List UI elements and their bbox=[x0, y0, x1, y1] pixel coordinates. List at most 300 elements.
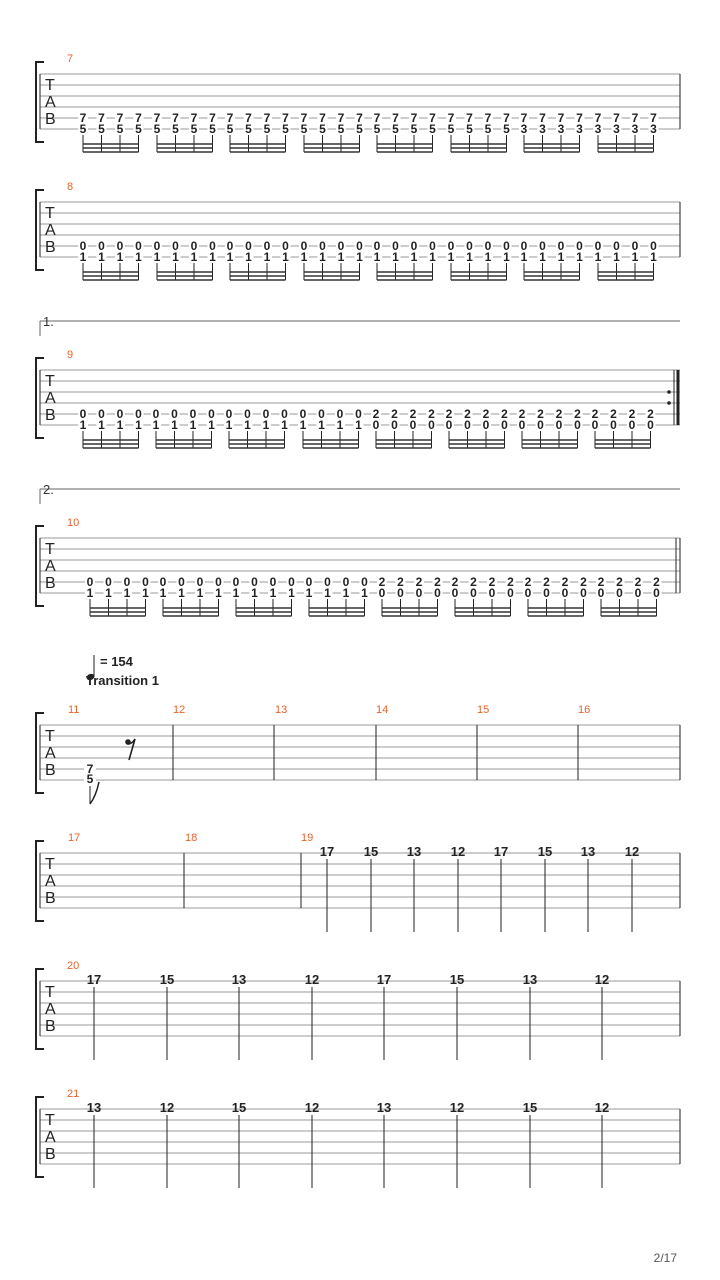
fret-number: 7 bbox=[539, 111, 546, 125]
measure-number: 12 bbox=[173, 704, 186, 716]
fret-number: 1 bbox=[429, 250, 436, 264]
fret-number: 7 bbox=[319, 111, 326, 125]
system-4 bbox=[36, 482, 680, 616]
fret-number: 1 bbox=[135, 418, 142, 432]
fret-number: 0 bbox=[355, 407, 362, 421]
fret-number: 13 bbox=[231, 972, 247, 987]
fret-number: 0 bbox=[299, 407, 307, 421]
fret-number: 0 bbox=[409, 418, 417, 432]
tab-clef-a: A bbox=[45, 558, 56, 575]
fret-number: 7 bbox=[86, 762, 94, 776]
fret-number: 15 bbox=[159, 972, 175, 987]
fret-number: 1 bbox=[631, 250, 639, 264]
fret-number: 1 bbox=[171, 418, 178, 432]
fret-number: 1 bbox=[226, 250, 234, 264]
fret-number: 7 bbox=[594, 111, 602, 125]
fret-number: 2 bbox=[391, 407, 398, 421]
fret-number: 2 bbox=[482, 407, 490, 421]
fret-number: 0 bbox=[410, 239, 418, 253]
fret-number: 0 bbox=[518, 418, 526, 432]
fret-number: 0 bbox=[171, 407, 178, 421]
fret-number: 0 bbox=[373, 239, 381, 253]
fret-number: 13 bbox=[522, 972, 538, 987]
note-group bbox=[85, 575, 662, 616]
eighth-rest bbox=[125, 739, 135, 760]
fret-number: 1 bbox=[613, 250, 620, 264]
fret-number: 3 bbox=[631, 122, 639, 136]
fret-number: 7 bbox=[263, 111, 271, 125]
fret-number: 1 bbox=[282, 250, 289, 264]
fret-number: 1 bbox=[594, 250, 602, 264]
fret-number: 0 bbox=[282, 239, 289, 253]
fret-number: 15 bbox=[449, 972, 465, 987]
fret-number: 1 bbox=[299, 418, 307, 432]
fret-number: 0 bbox=[543, 586, 550, 600]
fret-number: 7 bbox=[98, 111, 105, 125]
staff-lines bbox=[40, 725, 680, 780]
tempo-value: = 154 bbox=[100, 654, 133, 669]
tab-clef-b: B bbox=[45, 111, 56, 128]
fret-number: 7 bbox=[116, 111, 124, 125]
fret-number: 0 bbox=[501, 418, 508, 432]
fret-number: 7 bbox=[373, 111, 381, 125]
tab-clef-t: T bbox=[45, 77, 55, 94]
fret-number: 1 bbox=[355, 418, 362, 432]
fret-number: 13 bbox=[86, 1100, 102, 1115]
fret-number: 1 bbox=[116, 250, 124, 264]
note-group bbox=[87, 972, 609, 1060]
fret-number: 7 bbox=[557, 111, 565, 125]
fret-number: 0 bbox=[378, 586, 386, 600]
fret-number: 0 bbox=[610, 418, 617, 432]
fret-number: 0 bbox=[263, 239, 271, 253]
fret-number: 0 bbox=[484, 239, 492, 253]
fret-number: 0 bbox=[281, 407, 288, 421]
fret-number: 0 bbox=[269, 575, 277, 589]
fret-number: 1 bbox=[281, 418, 288, 432]
fret-number: 7 bbox=[520, 111, 528, 125]
measure-number: 14 bbox=[376, 704, 389, 716]
system-5 bbox=[36, 704, 680, 804]
fret-number: 0 bbox=[466, 239, 473, 253]
fret-number: 12 bbox=[594, 972, 610, 987]
fret-number: 0 bbox=[98, 407, 105, 421]
fret-number: 2 bbox=[501, 407, 508, 421]
fret-number: 2 bbox=[555, 407, 563, 421]
fret-number: 0 bbox=[225, 407, 233, 421]
measure-number: 20 bbox=[67, 960, 80, 972]
fret-number: 1 bbox=[300, 250, 308, 264]
fret-number: 15 bbox=[537, 844, 553, 859]
note-group bbox=[320, 844, 639, 932]
tab-clef-a: A bbox=[45, 390, 56, 407]
system-8 bbox=[36, 1088, 680, 1188]
tab-clef-t: T bbox=[45, 205, 55, 222]
fret-number: 7 bbox=[631, 111, 639, 125]
fret-number: 1 bbox=[251, 586, 258, 600]
tab-clef-b: B bbox=[45, 762, 56, 779]
system-3 bbox=[36, 314, 680, 448]
fret-number: 0 bbox=[429, 239, 436, 253]
tab-clef-b: B bbox=[45, 407, 56, 424]
fret-number: 5 bbox=[153, 122, 161, 136]
fret-number: 0 bbox=[482, 418, 490, 432]
fret-number: 0 bbox=[209, 239, 216, 253]
measure-number: 21 bbox=[67, 1088, 80, 1100]
fret-number: 0 bbox=[428, 418, 435, 432]
fret-number: 0 bbox=[142, 575, 149, 589]
fret-number: 3 bbox=[557, 122, 565, 136]
fret-number: 1 bbox=[142, 586, 149, 600]
fret-number: 5 bbox=[263, 122, 271, 136]
fret-number: 0 bbox=[105, 575, 112, 589]
fret-number: 0 bbox=[208, 407, 215, 421]
system-7 bbox=[36, 960, 680, 1060]
fret-number: 12 bbox=[159, 1100, 175, 1115]
measure-number: 7 bbox=[67, 53, 74, 65]
fret-number: 1 bbox=[288, 586, 295, 600]
fret-number: 5 bbox=[245, 122, 252, 136]
fret-number: 1 bbox=[318, 418, 325, 432]
fret-number: 1 bbox=[79, 250, 87, 264]
fret-number: 0 bbox=[356, 239, 363, 253]
tab-clef-b: B bbox=[45, 239, 56, 256]
fret-number: 2 bbox=[397, 575, 404, 589]
fret-number: 0 bbox=[520, 239, 528, 253]
fret-number: 2 bbox=[409, 407, 417, 421]
fret-number: 1 bbox=[105, 586, 112, 600]
fret-number: 1 bbox=[135, 250, 142, 264]
fret-number: 0 bbox=[397, 586, 404, 600]
fret-number: 2 bbox=[378, 575, 386, 589]
tab-clef-a: A bbox=[45, 873, 56, 890]
fret-number: 17 bbox=[376, 972, 392, 987]
tab-clef-t: T bbox=[45, 856, 55, 873]
fret-number: 2 bbox=[451, 575, 459, 589]
fret-number: 0 bbox=[245, 239, 252, 253]
fret-number: 2 bbox=[574, 407, 581, 421]
fret-number: 0 bbox=[361, 575, 368, 589]
fret-number: 1 bbox=[392, 250, 399, 264]
measure-number: 18 bbox=[185, 832, 198, 844]
fret-number: 2 bbox=[428, 407, 435, 421]
measure-number: 9 bbox=[67, 349, 74, 361]
fret-number: 0 bbox=[561, 586, 569, 600]
fret-number: 0 bbox=[524, 586, 532, 600]
fret-number: 0 bbox=[86, 575, 94, 589]
fret-number: 1 bbox=[190, 250, 198, 264]
fret-number: 1 bbox=[447, 250, 455, 264]
fret-number: 2 bbox=[647, 407, 654, 421]
fret-number: 0 bbox=[79, 239, 87, 253]
fret-number: 0 bbox=[342, 575, 350, 589]
staff-lines bbox=[40, 1109, 680, 1164]
fret-number: 2 bbox=[445, 407, 453, 421]
fret-number: 0 bbox=[597, 586, 605, 600]
measure-number: 11 bbox=[68, 704, 80, 716]
fret-number: 7 bbox=[356, 111, 363, 125]
barlines bbox=[40, 725, 680, 780]
tab-clef-b: B bbox=[45, 1018, 56, 1035]
measure-number: 8 bbox=[67, 181, 74, 193]
fret-number: 0 bbox=[594, 239, 602, 253]
fret-number: 5 bbox=[300, 122, 308, 136]
fret-number: 0 bbox=[123, 575, 131, 589]
fret-number: 1 bbox=[361, 586, 368, 600]
fret-number: 5 bbox=[282, 122, 289, 136]
fret-number: 7 bbox=[209, 111, 216, 125]
fret-number: 2 bbox=[524, 575, 532, 589]
fret-number: 2 bbox=[415, 575, 423, 589]
fret-number: 2 bbox=[561, 575, 569, 589]
fret-number: 17 bbox=[493, 844, 509, 859]
fret-number: 1 bbox=[86, 586, 94, 600]
fret-number: 0 bbox=[288, 575, 295, 589]
fret-number: 0 bbox=[116, 407, 124, 421]
volta-label: 1. bbox=[43, 314, 54, 329]
fret-number: 0 bbox=[172, 239, 179, 253]
fret-number: 1 bbox=[225, 418, 233, 432]
fret-number: 2 bbox=[610, 407, 617, 421]
fret-number: 0 bbox=[251, 575, 258, 589]
fret-number: 17 bbox=[319, 844, 335, 859]
fret-number: 1 bbox=[123, 586, 131, 600]
fret-number: 5 bbox=[503, 122, 510, 136]
fret-number: 1 bbox=[215, 586, 222, 600]
fret-number: 0 bbox=[576, 239, 583, 253]
fret-number: 1 bbox=[324, 586, 331, 600]
fret-number: 5 bbox=[98, 122, 105, 136]
fret-number: 0 bbox=[232, 575, 240, 589]
fret-number: 1 bbox=[342, 586, 350, 600]
fret-number: 2 bbox=[591, 407, 599, 421]
fret-number: 2 bbox=[543, 575, 550, 589]
fret-number: 12 bbox=[449, 1100, 465, 1115]
tab-clef-a: A bbox=[45, 222, 56, 239]
fret-number: 0 bbox=[196, 575, 204, 589]
fret-number: 5 bbox=[373, 122, 381, 136]
fret-number: 7 bbox=[300, 111, 308, 125]
fret-number: 17 bbox=[86, 972, 102, 987]
fret-number: 7 bbox=[282, 111, 289, 125]
fret-number: 5 bbox=[337, 122, 345, 136]
fret-number: 5 bbox=[429, 122, 436, 136]
fret-number: 2 bbox=[488, 575, 496, 589]
fret-number: 1 bbox=[337, 250, 345, 264]
fret-number: 5 bbox=[79, 122, 87, 136]
fret-number: 0 bbox=[488, 586, 496, 600]
fret-number: 1 bbox=[539, 250, 546, 264]
fret-number: 12 bbox=[594, 1100, 610, 1115]
fret-number: 0 bbox=[539, 239, 546, 253]
fret-number: 1 bbox=[305, 586, 313, 600]
measure-number: 19 bbox=[301, 832, 314, 844]
tab-clef-t: T bbox=[45, 541, 55, 558]
fret-number: 1 bbox=[178, 586, 185, 600]
fret-number: 0 bbox=[634, 586, 642, 600]
fret-number: 0 bbox=[244, 407, 251, 421]
fret-number: 0 bbox=[392, 239, 399, 253]
barlines bbox=[40, 853, 680, 908]
fret-number: 1 bbox=[79, 418, 87, 432]
fret-number: 0 bbox=[153, 239, 161, 253]
measure-number: 16 bbox=[578, 704, 591, 716]
fret-number: 0 bbox=[415, 586, 423, 600]
fret-number: 1 bbox=[319, 250, 326, 264]
fret-number: 0 bbox=[226, 239, 234, 253]
page-number: 2/17 bbox=[653, 1251, 677, 1265]
fret-number: 5 bbox=[209, 122, 216, 136]
fret-number: 7 bbox=[466, 111, 473, 125]
fret-number: 7 bbox=[429, 111, 436, 125]
fret-number: 0 bbox=[305, 575, 313, 589]
fret-number: 2 bbox=[537, 407, 544, 421]
fret-number: 0 bbox=[537, 418, 544, 432]
fret-number: 0 bbox=[653, 586, 660, 600]
fret-number: 7 bbox=[576, 111, 583, 125]
staff-lines bbox=[40, 853, 680, 908]
fret-number: 1 bbox=[116, 418, 124, 432]
fret-number: 0 bbox=[507, 586, 514, 600]
fret-number: 1 bbox=[196, 586, 204, 600]
fret-number: 5 bbox=[356, 122, 363, 136]
fret-number: 0 bbox=[628, 418, 636, 432]
fret-number: 5 bbox=[86, 772, 94, 786]
system-2 bbox=[36, 181, 680, 280]
fret-number: 3 bbox=[594, 122, 602, 136]
fret-number: 15 bbox=[363, 844, 379, 859]
fret-number: 12 bbox=[624, 844, 640, 859]
tab-clef-b: B bbox=[45, 575, 56, 592]
fret-number: 2 bbox=[634, 575, 642, 589]
tempo-marking bbox=[86, 654, 159, 688]
fret-number: 12 bbox=[304, 1100, 320, 1115]
fret-number: 2 bbox=[628, 407, 636, 421]
fret-number: 2 bbox=[507, 575, 514, 589]
fret-number: 1 bbox=[484, 250, 492, 264]
fret-number: 0 bbox=[470, 586, 477, 600]
fret-number: 0 bbox=[190, 239, 198, 253]
fret-number: 0 bbox=[300, 239, 308, 253]
fret-number: 3 bbox=[650, 122, 657, 136]
fret-number: 0 bbox=[135, 407, 142, 421]
fret-number: 0 bbox=[574, 418, 581, 432]
fret-number: 1 bbox=[209, 250, 216, 264]
fret-number: 2 bbox=[653, 575, 660, 589]
fret-number: 7 bbox=[245, 111, 252, 125]
fret-number: 0 bbox=[503, 239, 510, 253]
fret-number: 2 bbox=[470, 575, 477, 589]
tab-clef-b: B bbox=[45, 890, 56, 907]
fret-number: 2 bbox=[580, 575, 587, 589]
measure-number: 15 bbox=[477, 704, 490, 716]
fret-number: 0 bbox=[324, 575, 331, 589]
fret-number: 0 bbox=[336, 407, 344, 421]
system-1 bbox=[36, 53, 680, 152]
fret-number: 1 bbox=[232, 586, 240, 600]
fret-number: 1 bbox=[153, 250, 161, 264]
repeat-end-barline bbox=[667, 370, 678, 425]
fret-number: 0 bbox=[613, 239, 620, 253]
fret-number: 0 bbox=[215, 575, 222, 589]
fret-number: 0 bbox=[447, 239, 455, 253]
fret-number: 1 bbox=[152, 418, 160, 432]
fret-number: 3 bbox=[576, 122, 583, 136]
fret-number: 1 bbox=[245, 250, 252, 264]
fret-number: 0 bbox=[372, 418, 380, 432]
section-marker: Transition 1 bbox=[86, 673, 159, 688]
fret-number: 0 bbox=[178, 575, 185, 589]
fret-number: 1 bbox=[263, 250, 271, 264]
fret-number: 0 bbox=[647, 418, 654, 432]
fret-number: 1 bbox=[98, 250, 105, 264]
fret-number: 0 bbox=[318, 407, 325, 421]
fret-number: 7 bbox=[79, 111, 87, 125]
fret-number: 3 bbox=[539, 122, 546, 136]
fret-number: 2 bbox=[434, 575, 441, 589]
fret-number: 1 bbox=[576, 250, 583, 264]
fret-number: 5 bbox=[392, 122, 399, 136]
fret-number: 1 bbox=[410, 250, 418, 264]
fret-number: 0 bbox=[631, 239, 639, 253]
fret-number: 1 bbox=[172, 250, 179, 264]
measure-number: 17 bbox=[68, 832, 81, 844]
fret-number: 0 bbox=[557, 239, 565, 253]
fret-number: 7 bbox=[503, 111, 510, 125]
fret-number: 0 bbox=[464, 418, 471, 432]
fret-number: 0 bbox=[580, 586, 587, 600]
fret-number: 1 bbox=[269, 586, 277, 600]
fret-number: 2 bbox=[616, 575, 623, 589]
fret-number: 0 bbox=[591, 418, 599, 432]
fret-number: 0 bbox=[319, 239, 326, 253]
fret-number: 5 bbox=[226, 122, 234, 136]
fret-number: 7 bbox=[447, 111, 455, 125]
tab-clef-a: A bbox=[45, 1129, 56, 1146]
fret-number: 0 bbox=[650, 239, 657, 253]
fret-number: 2 bbox=[372, 407, 380, 421]
note-group bbox=[87, 1100, 609, 1188]
fret-number: 0 bbox=[98, 239, 105, 253]
volta-bracket-2 bbox=[40, 482, 680, 504]
fret-number: 0 bbox=[159, 575, 167, 589]
fret-number: 7 bbox=[337, 111, 345, 125]
fret-number: 12 bbox=[450, 844, 466, 859]
fret-number: 7 bbox=[153, 111, 161, 125]
fret-number: 5 bbox=[116, 122, 124, 136]
fret-number: 0 bbox=[434, 586, 441, 600]
fret-number: 0 bbox=[337, 239, 345, 253]
fret-number: 1 bbox=[650, 250, 657, 264]
fret-number: 7 bbox=[190, 111, 198, 125]
fret-number: 1 bbox=[336, 418, 344, 432]
fret-number: 5 bbox=[466, 122, 473, 136]
tab-clef-t: T bbox=[45, 373, 55, 390]
fret-number: 2 bbox=[597, 575, 605, 589]
fret-number: 13 bbox=[580, 844, 596, 859]
fret-number: 7 bbox=[135, 111, 142, 125]
note-group bbox=[78, 407, 656, 448]
fret-number: 0 bbox=[189, 407, 197, 421]
fret-number: 1 bbox=[98, 418, 105, 432]
tab-clef-b: B bbox=[45, 1146, 56, 1163]
fret-number: 1 bbox=[373, 250, 381, 264]
volta-label: 2. bbox=[43, 482, 54, 497]
fret-number: 0 bbox=[616, 586, 623, 600]
fret-number: 1 bbox=[503, 250, 510, 264]
tab-clef-a: A bbox=[45, 94, 56, 111]
fret-number: 7 bbox=[613, 111, 620, 125]
